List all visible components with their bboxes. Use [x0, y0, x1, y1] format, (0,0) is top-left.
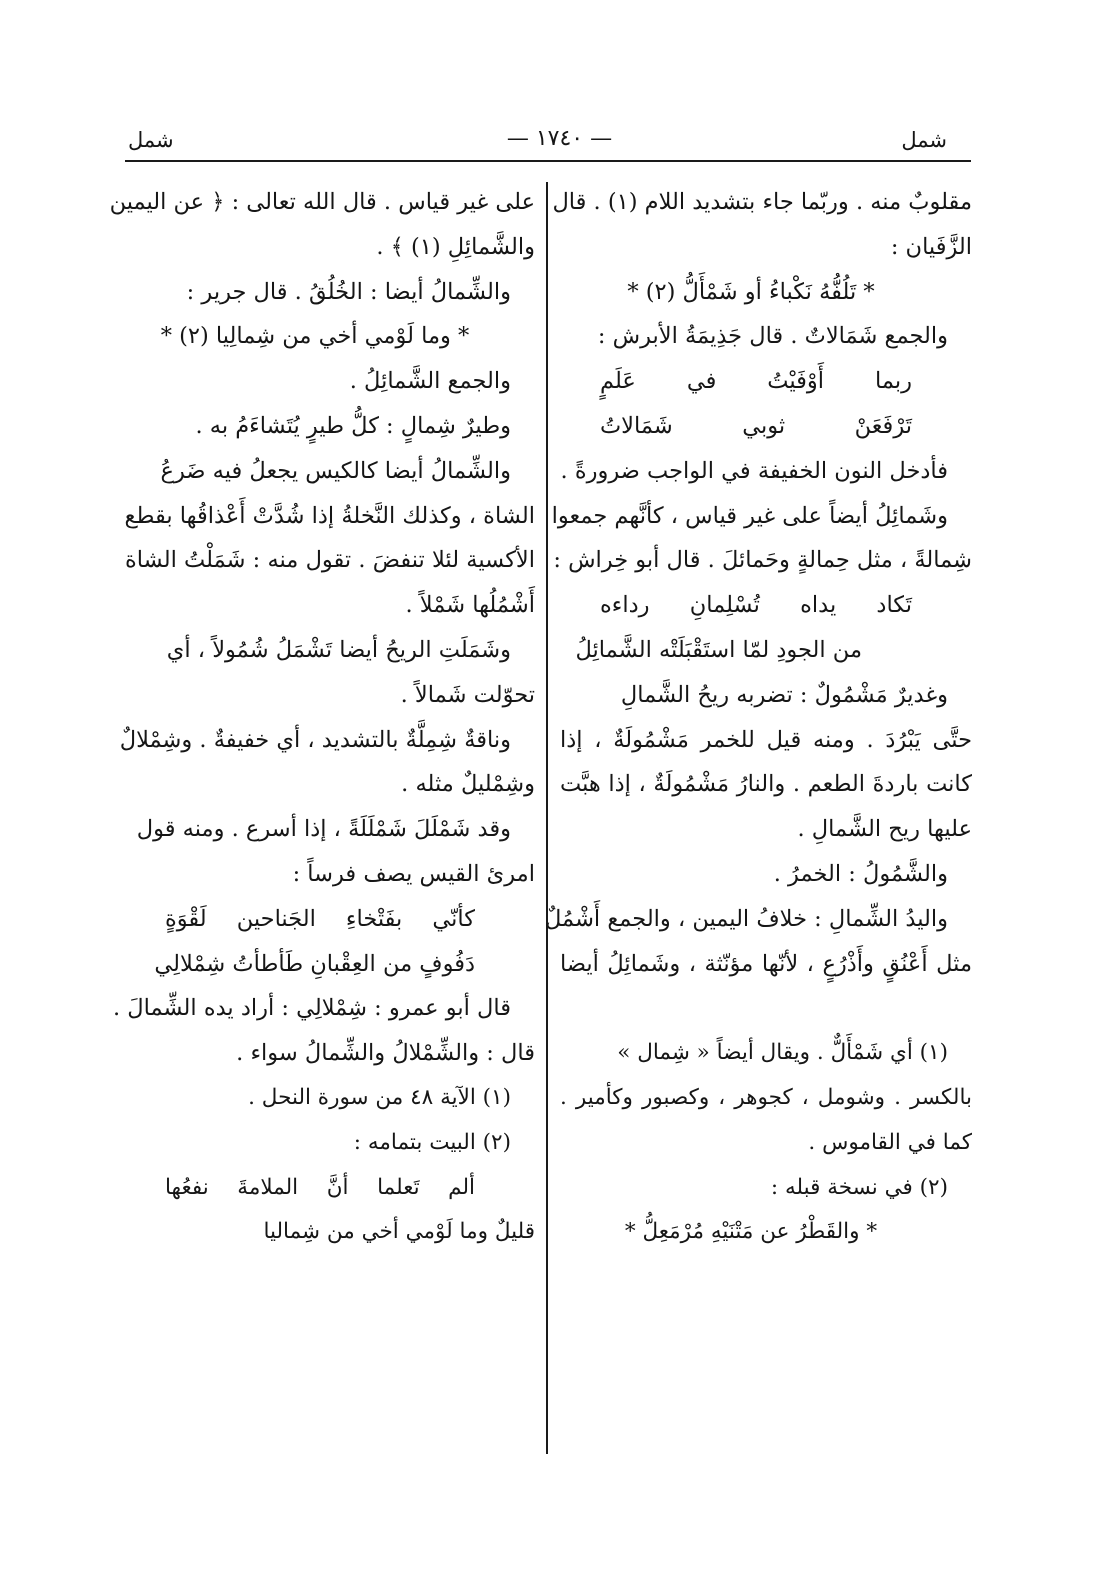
text-line: والشَّمُولُ : الخمرُ .: [773, 860, 948, 887]
header-rule: [125, 160, 971, 162]
verse-line: تَكاد يداه تُسْلِمانِ رداءه: [600, 592, 912, 619]
text-line: والشَّمائِلِ (١) ﴾ .: [376, 233, 535, 260]
column-divider: [546, 182, 548, 1454]
text-line: وغديرٌ مَشْمُولٌ : تضربه ريحُ الشَّمالِ: [620, 681, 948, 708]
text-line: الأكسية لئلا تنفضَ . تقول منه : شَمَلْتُ الشاة: [125, 547, 535, 574]
text-line: على غير قياس . قال الله تعالى : ﴿ عن اليمين: [109, 189, 535, 215]
text-line: قال أبو عمرو : شِمْلالِي : أراد يده الشِّمالَ .: [112, 995, 511, 1022]
text-line: عليها ريح الشَّمالِ .: [797, 816, 972, 843]
verse-line: دَفُوفٍ من العِقْبانِ طَأطأتُ شِمْلالِي: [154, 950, 475, 977]
text-line: أَشْمُلُها شَمْلاً .: [405, 592, 535, 619]
text-line: مقلوبٌ منه . وربّما جاء بتشديد اللام (١) . قال: [552, 189, 972, 215]
text-line: وشَمائِلُ أيضاً على غير قياس ، كأنَّهم جمعوا: [551, 502, 948, 529]
left-column: [109, 180, 535, 1255]
text-line: مثل أَعْنُقٍ وأَذْرُعٍ ، لأنّها مؤنّثة ، وشَمائِلُ أيضا: [560, 950, 972, 977]
verse-line: * تَلُفُّهُ نَكْباءُ أو شَمْأَلُّ (٢) *: [627, 278, 875, 305]
footnote-verse: قليلٌ وما لَوْمي أخي من شِماليا: [263, 1219, 535, 1245]
text-line: وناقةٌ شِمِلَّةٌ بالتشديد ، أي خفيفةٌ . وشِمْلالٌ: [119, 726, 511, 753]
text-line: وقد شَمْلَلَ شَمْلَلَةً ، إذا أسرع . ومنه قول: [136, 816, 511, 843]
verse-line: من الجودِ لمّا استَقْبَلَتْه الشَّمائِلُ: [575, 636, 862, 663]
footnote-gap: [560, 986, 972, 1031]
footnote-verse: * والقَطْرُ عن مَتْنَيْهِ مُرْمَعِلُّ *: [624, 1219, 878, 1245]
text-line: فأدخل النون الخفيفة في الواجب ضرورةً .: [560, 457, 948, 484]
verse-line: ربما أَوْفَيْتُ في عَلَمٍ: [600, 368, 912, 395]
text-line: كانت باردةَ الطعم . والنارُ مَشْمُولَةٌ ، إذا هبَّت: [560, 771, 972, 798]
right-column: [545, 180, 972, 1255]
text-line: وطيرٌ شِمالٍ : كلُّ طيرٍ يُتَشاءَمُ به .: [195, 412, 511, 439]
text-line: والجمع شَمَالاتٌ . قال جَذِيمَةُ الأبرش :: [597, 323, 948, 350]
verse-line: * وما لَوْمي أخي من شِمالِيا (٢) *: [160, 323, 470, 350]
footnote-line: (٢) البيت بتمامه :: [353, 1129, 511, 1155]
text-line: الشاة ، وكذلك النَّخلةُ إذا شُدَّتْ أَعْذاقُها بقطع: [124, 502, 535, 529]
footnote-line: (١) الآية ٤٨ من سورة النحل .: [248, 1084, 511, 1110]
footnote-verse: ألم تَعلما أنَّ الملامةَ نفعُها: [165, 1174, 475, 1200]
footnote-line: (١) أي شَمْأَلٌّ . ويقال أيضاً « شِمال »: [617, 1040, 948, 1066]
footnote-line: كما في القاموس .: [808, 1129, 972, 1155]
text-line: والشِّمالُ أيضا كالكيس يجعلُ فيه ضَرعُ: [160, 457, 511, 484]
text-line: شِمالةً ، مثل حِمالةٍ وحَمائلَ . قال أبو خِراش :: [553, 547, 972, 574]
verse-line: تَرْفَعَنْ ثوبي شَمَالاتُ: [600, 412, 912, 439]
text-line: وشَمَلَتِ الريحُ أيضا تَشْمَلُ شُمُولاً ، أي: [166, 636, 511, 663]
footnote-line: (٢) في نسخة قبله :: [770, 1174, 948, 1200]
page-number: — ١٧٤٠ —: [506, 126, 613, 151]
header-word-right: شمل: [901, 128, 947, 152]
text-line: والشِّمالُ أيضا : الخُلُقُ . قال جرير :: [186, 278, 511, 305]
text-line: واليدُ الشِّمالِ : خلافُ اليمين ، والجمع أَشْمُلٌ: [545, 905, 948, 932]
verse-line: كأنّي بفَتْخاءِ الجَناحين لَقْوَةٍ: [165, 905, 475, 932]
footnote-line: بالكسر . وشومل ، كجوهر ، وكصبور وكأمير .: [560, 1084, 972, 1110]
text-line: حتَّى يَبْرُدَ . ومنه قيل للخمر مَشْمُولَةٌ ، إذا: [560, 726, 972, 753]
text-line: والجمع الشَّمائِلُ .: [349, 368, 511, 395]
text-line: وشِمْليلٌ مثله .: [401, 771, 535, 798]
text-line: امرئ القيس يصف فرساً :: [292, 860, 535, 887]
header-word-left: شمل: [128, 128, 174, 152]
text-line: قال : والشِّمْلالُ والشِّمالُ سواء .: [236, 1040, 535, 1067]
text-line: الزَّفَيان :: [890, 233, 972, 260]
text-line: تحوّلت شَمالاً .: [400, 681, 535, 708]
